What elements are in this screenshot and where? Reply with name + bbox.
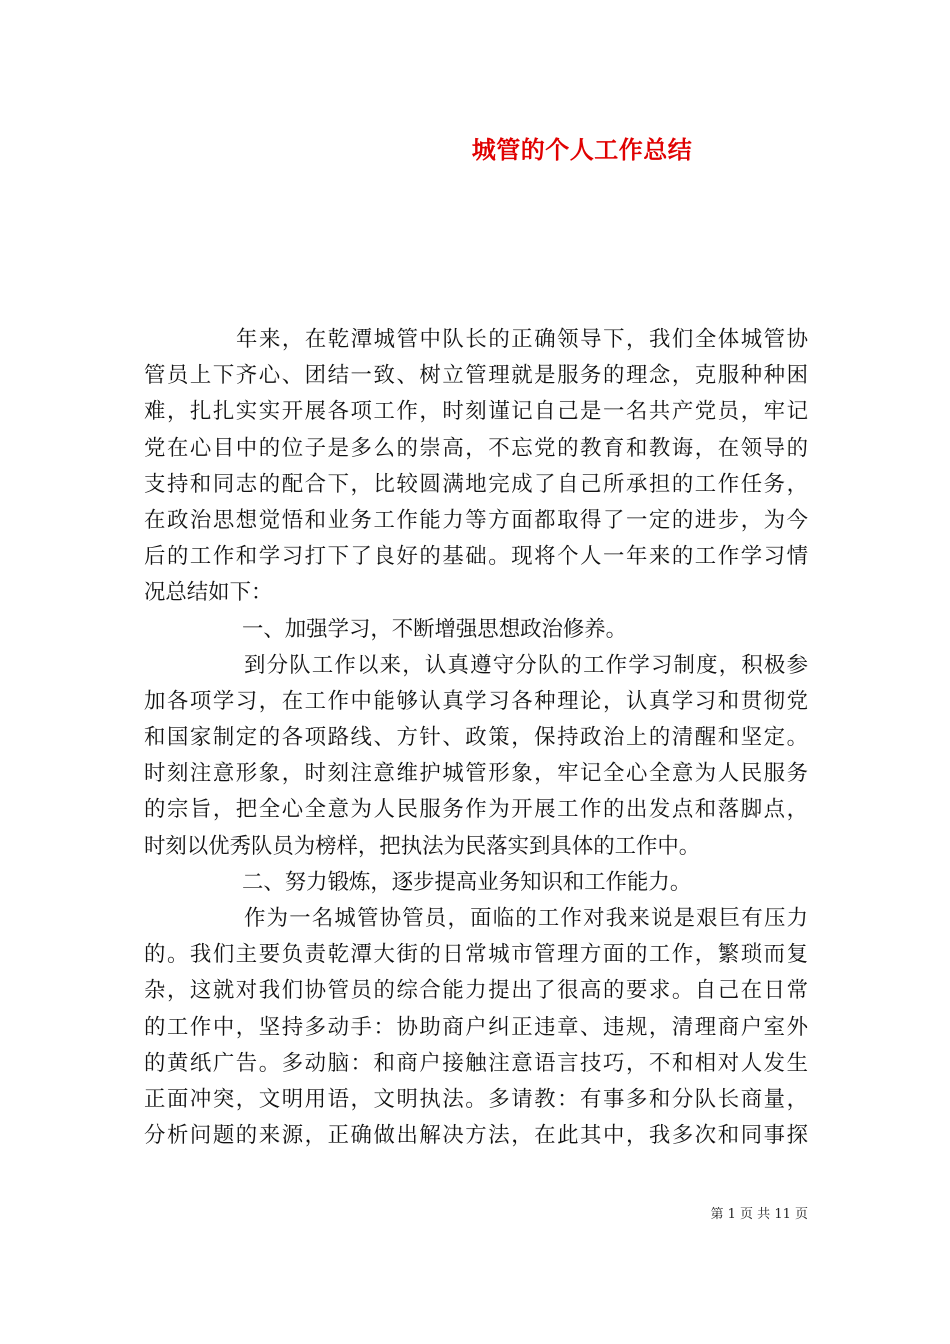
text-line: 在政治思想觉悟和业务工作能力等方面都取得了一定的进步，为今 [144, 507, 808, 533]
text-line: 况总结如下： [144, 580, 273, 606]
text-line: 管员上下齐心、团结一致、树立管理就是服务的理念，克服种种困 [144, 363, 808, 389]
text-line: 的。我们主要负责乾潭大街的日常城市管理方面的工作，繁琐而复 [144, 942, 808, 968]
text-line: 分析问题的来源，正确做出解决方法，在此其中，我多次和同事探 [144, 1123, 808, 1149]
text-line: 和国家制定的各项路线、方针、政策，保持政治上的清醒和坚定。 [144, 725, 808, 751]
text-line: 时刻注意形象，时刻注意维护城管形象，牢记全心全意为人民服务 [144, 761, 808, 787]
text-line: 年来，在乾潭城管中队长的正确领导下，我们全体城管协 [236, 327, 808, 352]
page-number: 第 1 页 共 11 页 [710, 1207, 808, 1222]
text-line: 加各项学习，在工作中能够认真学习各种理论，认真学习和贯彻党 [144, 688, 808, 714]
text-line: 难，扎扎实实开展各项工作，时刻谨记自己是一名共产党员，牢记 [144, 399, 808, 425]
document-body [144, 322, 808, 1154]
text-line: 的工作中，坚持多动手：协助商户纠正违章、违规，清理商户室外 [144, 1014, 808, 1040]
text-line: 杂，这就对我们协管员的综合能力提出了很高的要求。自己在日常 [144, 978, 808, 1004]
text-line: 党在心目中的位子是多么的崇高，不忘党的教育和教诲，在领导的 [144, 435, 808, 461]
text-line: 时刻以优秀队员为榜样，把执法为民落实到具体的工作中。 [144, 833, 701, 859]
section-heading: 一、加强学习，不断增强思想政治修养。 [242, 616, 628, 642]
text-line: 支持和同志的配合下，比较圆满地完成了自己所承担的工作任务， [144, 471, 808, 497]
text-line: 正面冲突，文明用语，文明执法。多请教：有事多和分队长商量， [144, 1086, 808, 1112]
section-heading: 二、努力锻炼，逐步提高业务知识和工作能力。 [242, 869, 692, 895]
text-line: 的宗旨，把全心全意为人民服务作为开展工作的出发点和落脚点， [144, 797, 808, 823]
text-line: 到分队工作以来，认真遵守分队的工作学习制度，积极参 [244, 652, 808, 678]
text-line: 的黄纸广告。多动脑：和商户接触注意语言技巧，不和相对人发生 [144, 1050, 808, 1076]
text-line: 后的工作和学习打下了良好的基础。现将个人一年来的工作学习情 [144, 544, 808, 570]
page-title: 城管的个人工作总结 [471, 135, 693, 164]
text-line: 作为一名城管协管员，面临的工作对我来说是艰巨有压力 [244, 906, 808, 931]
